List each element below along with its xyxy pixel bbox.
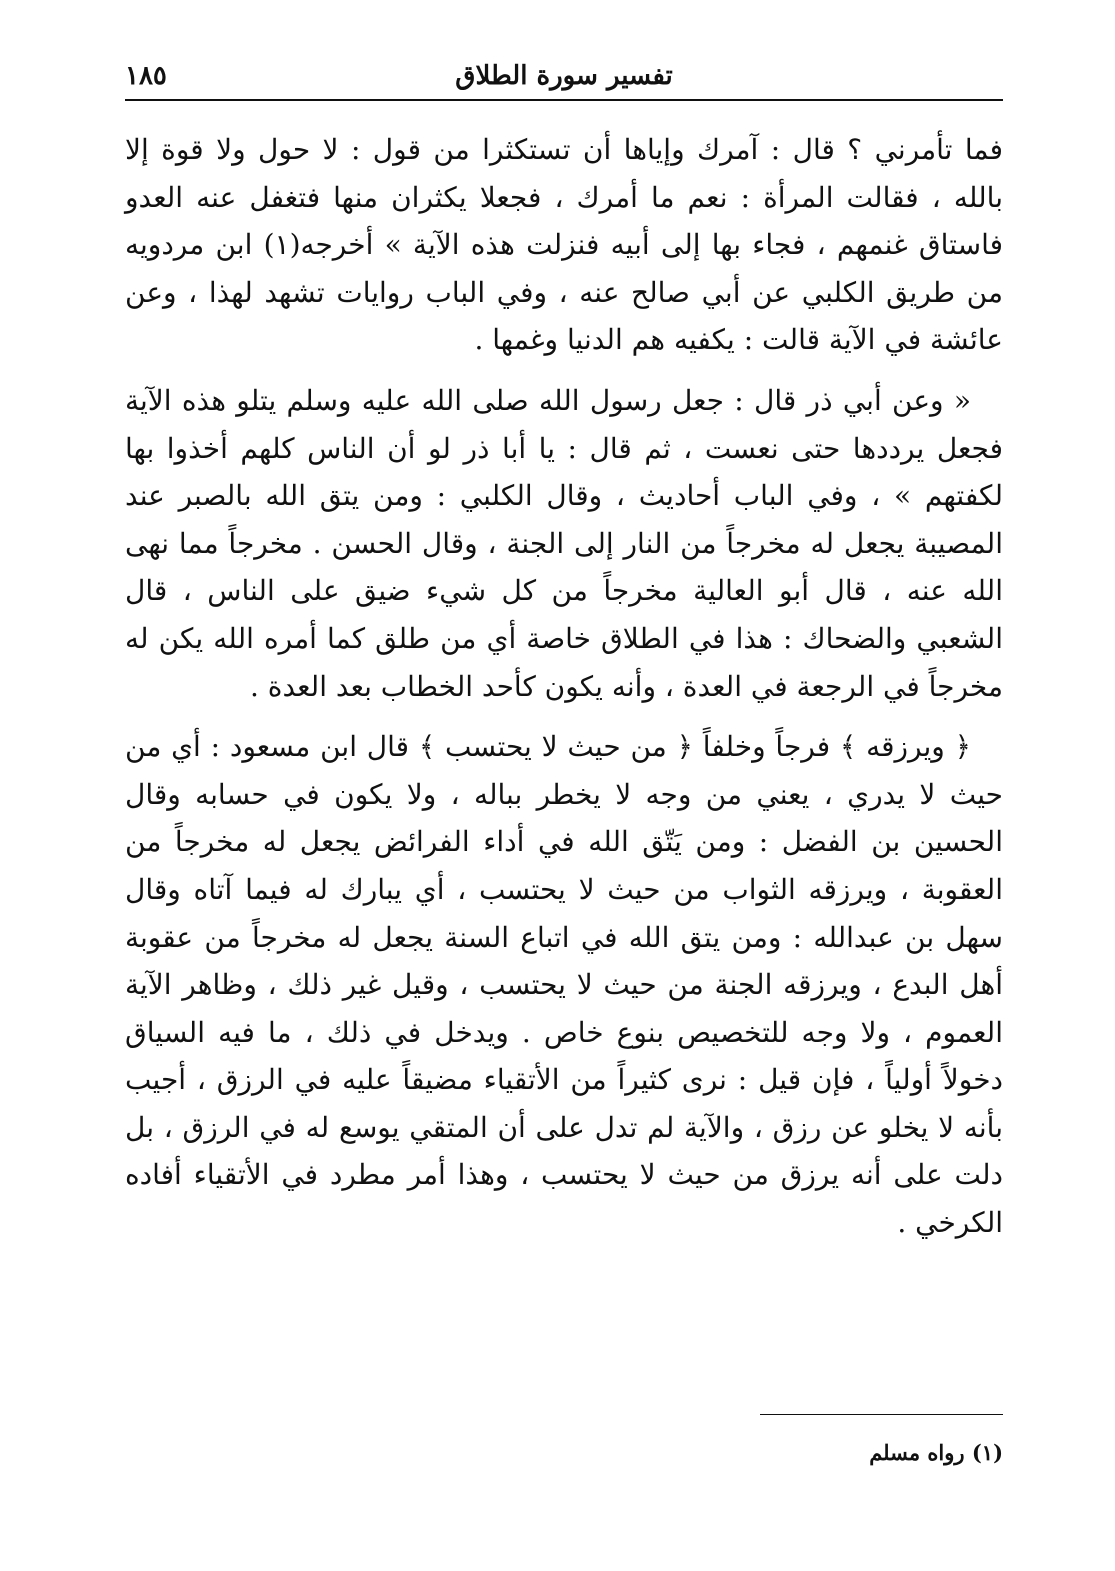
page-header [125, 58, 1003, 98]
running-title: تفسير سورة الطلاق [455, 61, 673, 91]
paragraph-2: « وعن أبي ذر قال : جعل رسول الله صلى الله عليه وسلم يتلو هذه الآية فجعل يرددها حتى نعست ، ثم قال : يا أبا ذر لو أن الناس كلهم أخذوا بها لكفتهم » ، وفي الباب أحاديث ، وقال الكلبي : ومن يتق الله بالصبر عند المصيبة يجعل له مخرجاً من النار إلى الجنة ، وقال الحسن . مخرجاً مما نهى الله عنه ، قال أبو العالية مخرجاً من كل شيء ضيق على الناس ، قال الشعبي والضحاك : هذا في الطلاق خاصة أي من طلق كما أمره الله يكن له مخرجاً في الرجعة في العدة ، وأنه يكون كأحد الخطاب بعد العدة . [125, 383, 1003, 703]
paragraph-1: فما تأمرني ؟ قال : آمرك وإياها أن تستكثرا من قول : لا حول ولا قوة إلا بالله ، فقالت المرأة : نعم ما أمرك ، فجعلا يكثران منها فتغفل عنه العدو فاستاق غنمهم ، فجاء بها إلى أبيه فنزلت هذه الآية » أخرجه(١) ابن مردويه من طريق الكلبي عن أبي صالح عنه ، وفي الباب روايات تشهد لهذا ، وعن عائشة في الآية قالت : يكفيه هم الدنيا وغمها . [125, 133, 1003, 357]
footnote-rule [760, 1414, 1003, 1415]
footnote: (١) رواه مسلم [869, 1440, 1003, 1465]
paragraph-3: ﴿ ويرزقه ﴾ فرجاً وخلفاً ﴿ من حيث لا يحتسب ﴾ قال ابن مسعود : أي من حيث لا يدري ، يعني من وجه لا يخطر بباله ، ولا يكون في حسابه وقال الحسين بن الفضل : ومن يَتّق الله في أداء الفرائض يجعل له مخرجاً من العقوبة ، ويرزقه الثواب من حيث لا يحتسب ، أي يبارك له فيما آتاه وقال سهل بن عبدالله : ومن يتق الله في اتباع السنة يجعل له مخرجاً من عقوبة أهل البدع ، ويرزقه الجنة من حيث لا يحتسب ، وقيل غير ذلك ، وظاهر الآية العموم ، ولا وجه للتخصيص بنوع خاص . ويدخل في ذلك ، ما فيه السياق دخولاً أولياً ، فإن قيل : نرى كثيراً من الأتقياء مضيقاً عليه في الرزق ، أجيب بأنه لا يخلو عن رزق ، والآية لم تدل على أن المتقي يوسع له في الرزق ، بل دلت على أنه يرزق من حيث لا يحتسب ، وهذا أمر مطرد في الأتقياء أفاده الكرخي . [125, 730, 1003, 1240]
page-number: ١٨٥ [125, 61, 167, 91]
body-text [125, 126, 1003, 1260]
header-rule [125, 99, 1003, 101]
